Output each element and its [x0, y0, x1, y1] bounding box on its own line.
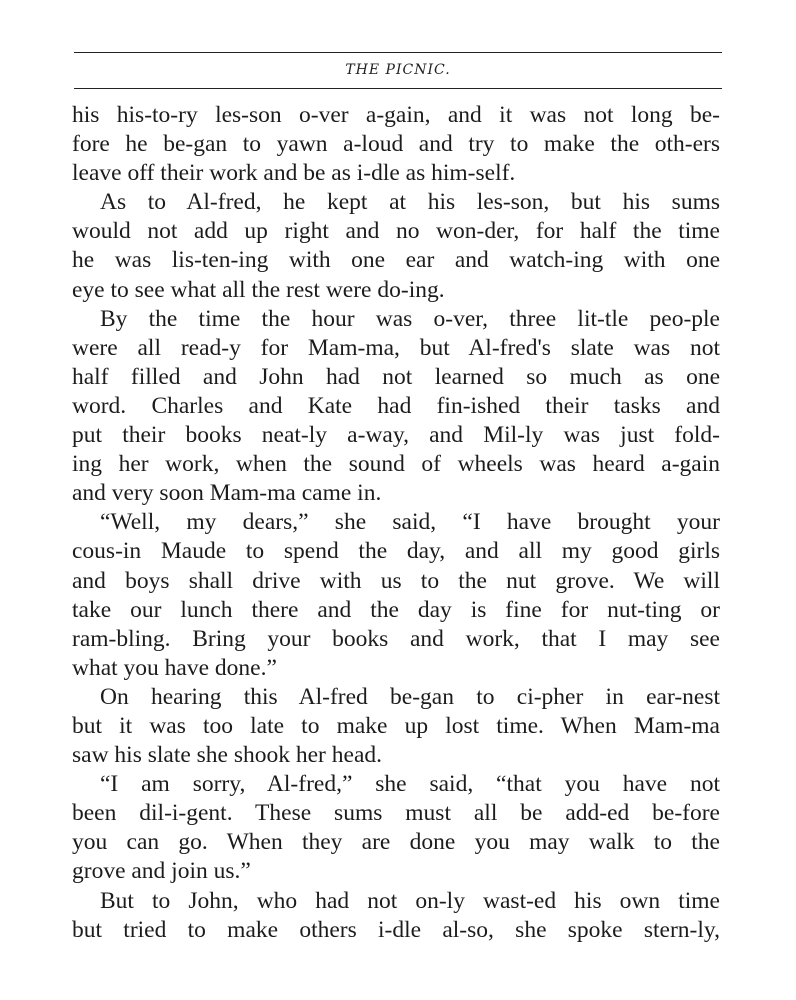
running-head: THE PICNIC.: [345, 62, 451, 78]
text-line: On hearing this Al-fred be-gan to ci-pher in ear-nest: [100, 683, 720, 710]
text-line: put their books neat-ly a-way, and Mil-ly was just fold-: [72, 422, 720, 449]
text-line: word. Charles and Kate had fin-ished their tasks and: [72, 392, 720, 419]
text-line: but it was too late to make up lost time. When Mam-ma: [72, 712, 720, 739]
text-line: you can go. When they are done you may walk to the: [72, 829, 720, 856]
text-line: and very soon Mam-ma came in.: [72, 480, 382, 507]
text-line: grove and join us.”: [72, 858, 251, 885]
text-line: As to Al-fred, he kept at his les-son, but his sums: [100, 189, 720, 216]
text-line: half filled and John had not learned so much as one: [72, 363, 720, 390]
text-line: saw his slate she shook her head.: [72, 742, 382, 769]
text-line: fore he be-gan to yawn a-loud and try to make the oth-ers: [72, 131, 720, 158]
text-line: eye to see what all the rest were do-ing.: [72, 276, 445, 303]
text-line: but tried to make others i-dle al-so, she spoke stern-ly,: [72, 916, 720, 943]
text-line: take our lunch there and the day is fine for nut-ting or: [72, 596, 720, 623]
text-line: leave off their work and be as i-dle as him-self.: [72, 160, 516, 187]
text-line: been dil-i-gent. These sums must all be add-ed be-fore: [72, 800, 720, 827]
text-line: “Well, my dears,” she said, “I have brought your: [100, 509, 720, 536]
text-line: his his-to-ry les-son o-ver a-gain, and it was not long be-: [72, 102, 720, 128]
header-top-rule: [74, 52, 722, 53]
text-line: would not add up right and no won-der, for half the time: [72, 218, 720, 245]
text-line: ram-bling. Bring your books and work, that I may see: [72, 625, 720, 652]
text-line: “I am sorry, Al-fred,” she said, “that you have not: [100, 771, 720, 798]
header-bottom-rule: [74, 88, 722, 89]
text-line: cous-in Maude to spend the day, and all my good girls: [72, 538, 720, 565]
text-line: he was lis-ten-ing with one ear and watch-ing with one: [72, 247, 720, 274]
text-line: ing her work, when the sound of wheels was heard a-gain: [72, 451, 720, 478]
text-line: and boys shall drive with us to the nut grove. We will: [72, 567, 720, 594]
body-text: [72, 101, 720, 945]
text-line: were all read-y for Mam-ma, but Al-fred's slate was not: [72, 334, 720, 361]
text-line: But to John, who had not on-ly wast-ed his own time: [100, 887, 720, 914]
text-line: By the time the hour was o-ver, three lit-tle peo-ple: [100, 305, 720, 332]
text-line: what you have done.”: [72, 654, 277, 681]
